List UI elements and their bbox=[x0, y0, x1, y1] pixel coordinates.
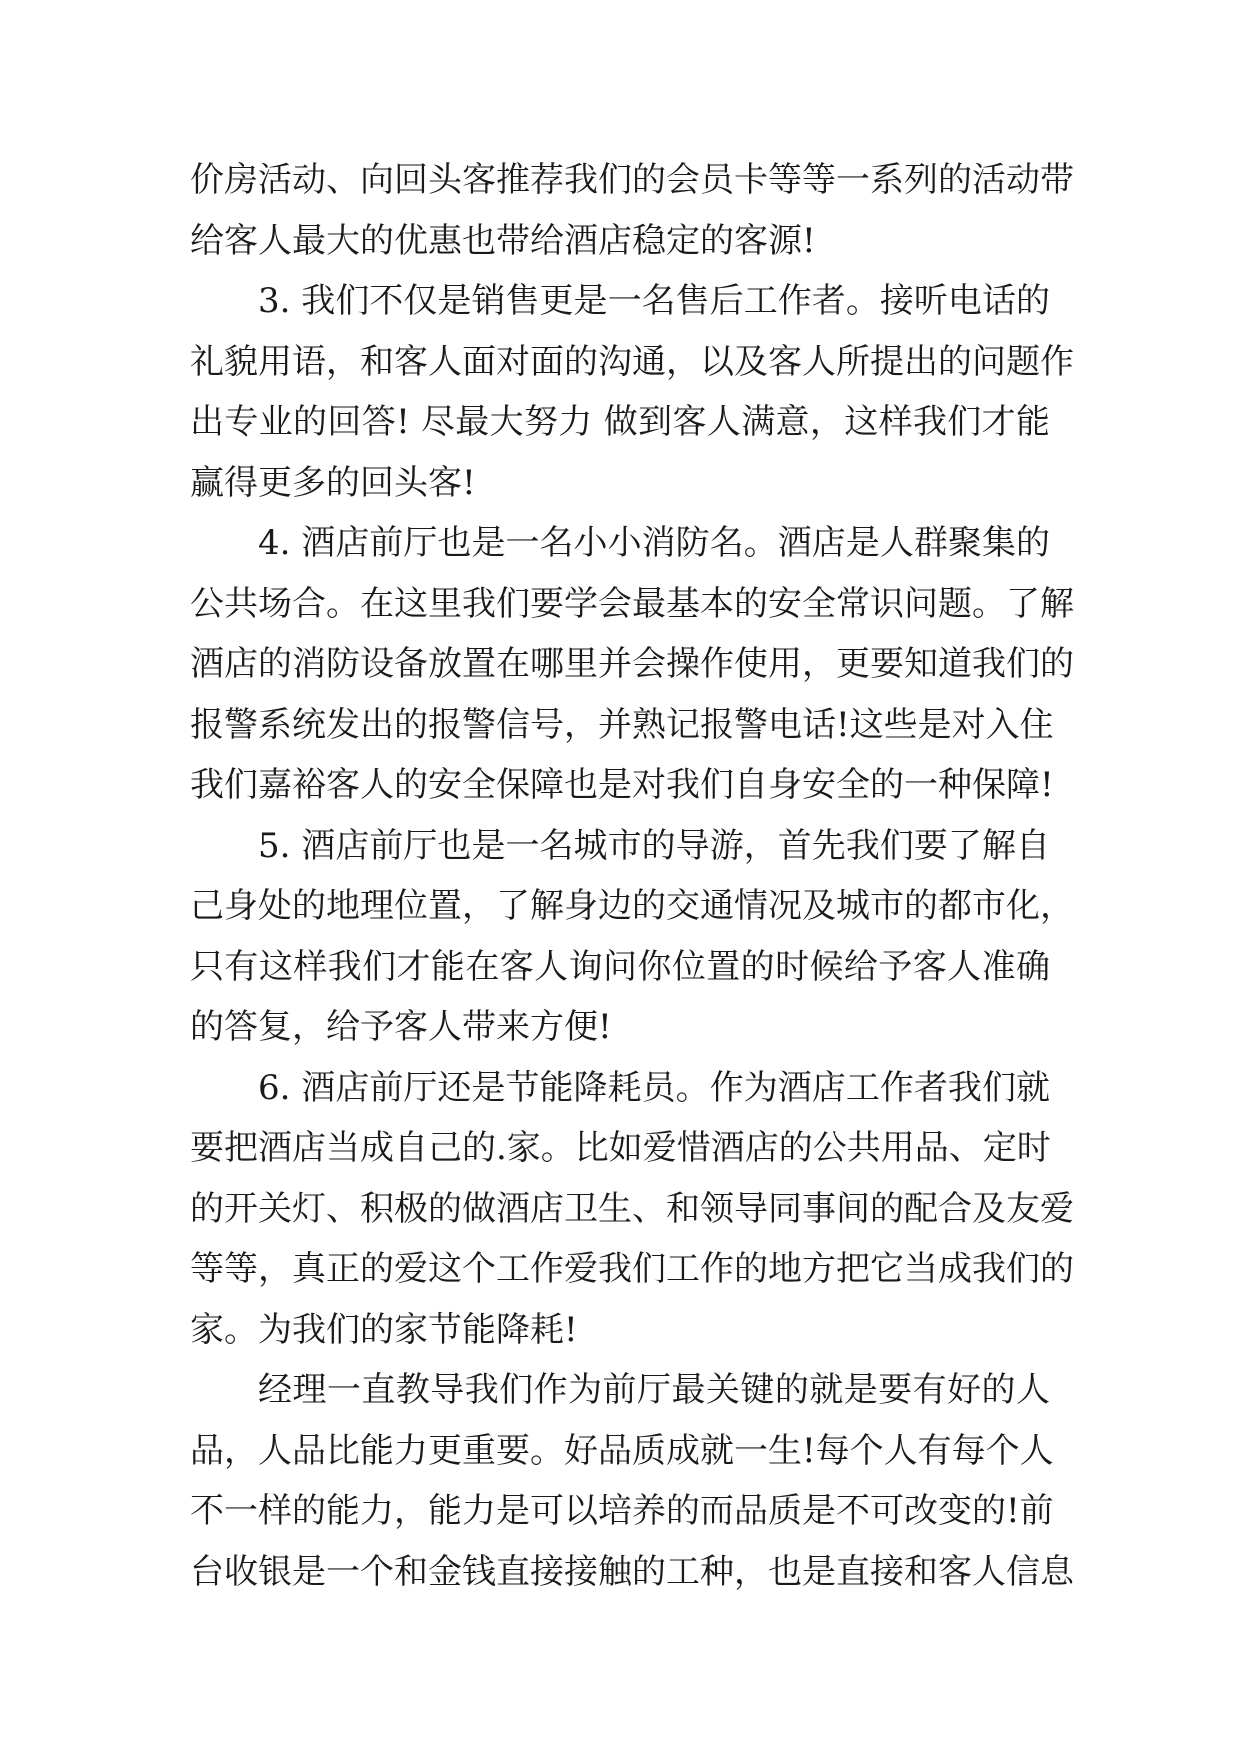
text-line: 经理一直教导我们作为前厅最关键的就是要有好的人 bbox=[258, 1370, 1050, 1410]
text-line: 品，人品比能力更重要。好品质成就一生!每个人有每个人 bbox=[190, 1430, 1054, 1471]
text-line: 己身处的地理位置，了解身边的交通情况及城市的都市化， bbox=[190, 886, 1074, 926]
text-line: 等等，真正的爱这个工作爱我们工作的地方把它当成我们的 bbox=[190, 1249, 1074, 1289]
text-line: 3. 我们不仅是销售更是一名售后工作者。接听电话的 bbox=[258, 281, 1050, 321]
text-line: 5. 酒店前厅也是一名城市的导游，首先我们要了解自 bbox=[258, 825, 1050, 866]
text-line: 公共场合。在这里我们要学会最基本的安全常识问题。了解 bbox=[190, 583, 1074, 624]
text-line: 价房活动、向回头客推荐我们的会员卡等等一系列的活动带 bbox=[190, 160, 1074, 200]
text-line: 出专业的回答! 尽最大努力 做到客人满意，这样我们才能 bbox=[190, 402, 1050, 442]
text-line: 台收银是一个和金钱直接接触的工种，也是直接和客人信息 bbox=[190, 1551, 1074, 1592]
text-line: 酒店的消防设备放置在哪里并会操作使用，更要知道我们的 bbox=[190, 644, 1074, 684]
text-line: 给客人最大的优惠也带给酒店稳定的客源! bbox=[190, 220, 816, 261]
text-line: 礼貌用语，和客人面对面的沟通，以及客人所提出的问题作 bbox=[190, 341, 1074, 382]
text-line: 报警系统发出的报警信号，并熟记报警电话!这些是对入住 bbox=[190, 704, 1054, 745]
text-line: 我们嘉裕客人的安全保障也是对我们自身安全的一种保障! bbox=[190, 765, 1054, 805]
text-line: 家。为我们的家节能降耗! bbox=[190, 1309, 578, 1350]
document-body bbox=[190, 150, 1074, 1602]
text-line: 只有这样我们才能在客人询问你位置的时候给予客人准确 bbox=[190, 946, 1050, 987]
text-line: 不一样的能力，能力是可以培养的而品质是不可改变的!前 bbox=[190, 1491, 1054, 1531]
text-line: 要把酒店当成自己的.家。比如爱惜酒店的公共用品、定时 bbox=[190, 1128, 1051, 1168]
text-line: 6. 酒店前厅还是节能降耗员。作为酒店工作者我们就 bbox=[258, 1067, 1050, 1108]
text-line: 的答复，给予客人带来方便! bbox=[190, 1007, 612, 1047]
text-line: 4. 酒店前厅也是一名小小消防名。酒店是人群聚集的 bbox=[258, 523, 1050, 563]
text-line: 的开关灯、积极的做酒店卫生、和领导同事间的配合及友爱 bbox=[190, 1188, 1074, 1229]
text-line: 赢得更多的回头客! bbox=[190, 462, 476, 503]
